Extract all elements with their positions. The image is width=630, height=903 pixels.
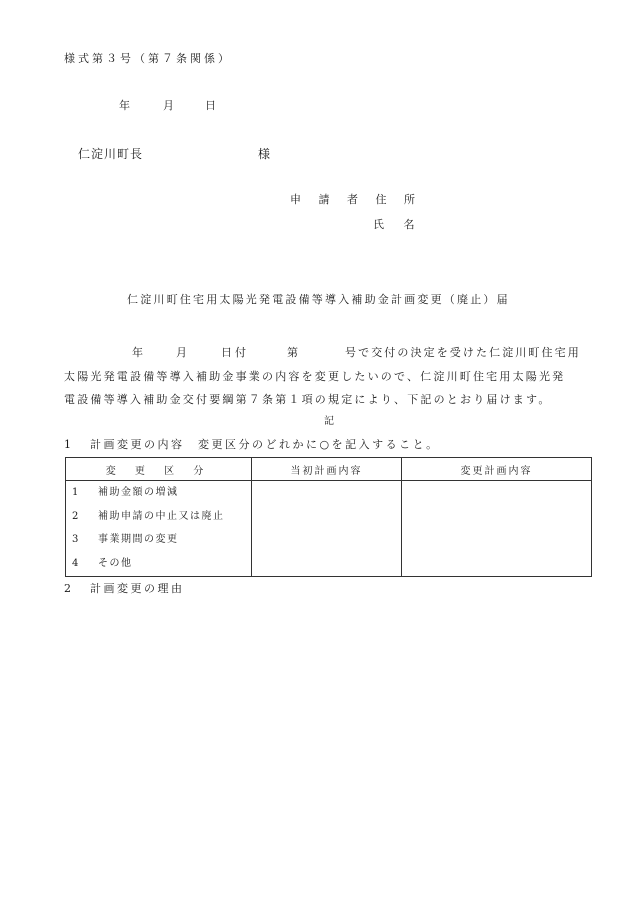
applicant-address-label: 申 請 者 住 所 [290,193,422,206]
form-number: 様式第３号（第７条関係） [64,52,232,65]
category-cell[interactable] [66,481,252,577]
header-change-category: 変 更 区 分 [66,458,252,481]
category-label: 補助金額の増減 [98,487,179,498]
changed-plan-cell[interactable] [402,481,592,577]
date-day: 日 [205,99,216,112]
body-number-prefix: 第 [287,346,298,359]
table-header-row [66,458,592,481]
date-year: 年 [119,99,130,112]
category-label: 事業期間の変更 [98,534,179,545]
category-number: 1 [72,487,80,498]
category-item[interactable] [66,481,251,505]
category-list [66,481,251,575]
addressee-name: 仁淀川町長 [78,147,144,161]
category-item[interactable] [66,528,251,552]
change-table [65,457,592,577]
section1-number: 1 [64,438,71,451]
category-item[interactable] [66,505,251,529]
category-number: 4 [72,557,80,569]
section1-text: 計画変更の内容 変更区分のどれかに○を記入すること。 [90,438,440,451]
section2-number: 2 [64,582,71,595]
category-number: 3 [72,534,80,545]
table-body-row [66,481,592,577]
category-label: その他 [98,557,133,569]
body-month: 月 [176,346,187,359]
body-line1-suffix: 号で交付の決定を受けた仁淀川町住宅用 [345,346,581,359]
original-plan-cell[interactable] [252,481,402,577]
section2-text: 計画変更の理由 [90,582,185,595]
body-line2: 太陽光発電設備等導入補助金事業の内容を変更したいので、仁淀川町住宅用太陽光発 [64,370,566,383]
body-year: 年 [132,346,143,359]
addressee-honorific: 様 [258,147,271,161]
date-month: 月 [163,99,174,112]
header-changed-plan: 変更計画内容 [402,458,592,481]
body-day: 日付 [221,346,249,359]
category-label: 補助申請の中止又は廃止 [98,510,225,522]
header-original-plan: 当初計画内容 [252,458,402,481]
document-title: 仁淀川町住宅用太陽光発電設備等導入補助金計画変更（廃止）届 [127,293,510,306]
applicant-name-label: 氏 名 [373,218,423,231]
category-item[interactable] [66,552,251,576]
ki-label: 記 [324,416,334,427]
body-line3: 電設備等導入補助金交付要綱第７条第１項の規定により、下記のとおり届けます。 [64,393,552,406]
category-number: 2 [72,510,80,522]
